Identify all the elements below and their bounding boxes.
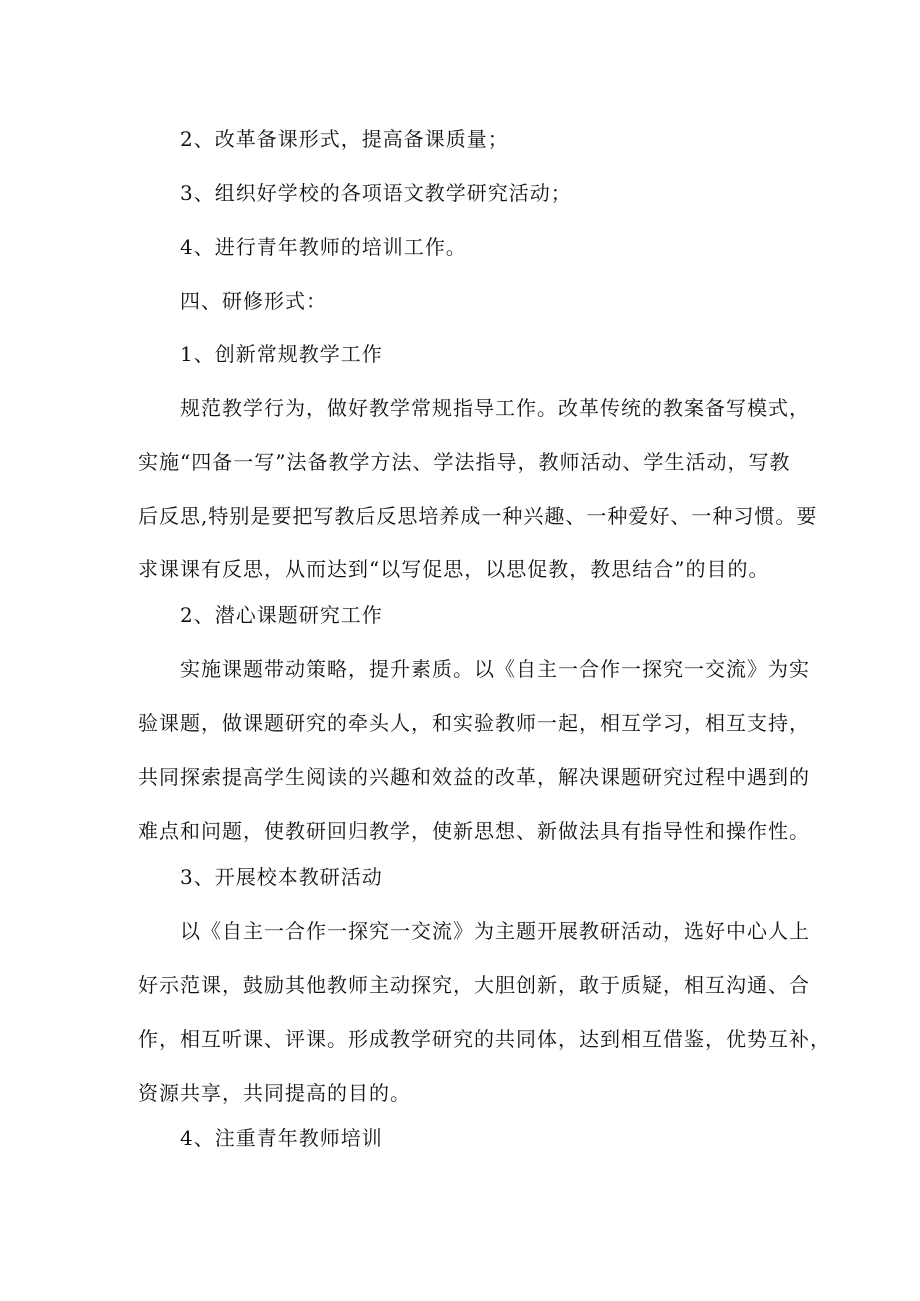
list-item-3: 3、组织好学校的各项语文教学研究活动；: [180, 181, 572, 205]
paragraph-2-line: 验课题，做课题研究的牵头人，和实验教师一起，相互学习，相互支持，: [138, 711, 810, 735]
section-heading-four: 四、研修形式：: [180, 289, 327, 313]
paragraph-3-line: 作，相互听课、评课。形成教学研究的共同体，达到相互借鉴，优势互补，: [138, 1027, 831, 1051]
list-item-2: 2、改革备课形式，提高备课质量；: [180, 127, 509, 151]
paragraph-1-line: 后反思,特别是要把写教后反思培养成一种兴趣、一种爱好、一种习惯。要: [138, 504, 818, 528]
subheading-4: 4、注重青年教师培训: [180, 1126, 383, 1150]
paragraph-3-line: 以《自主一合作一探究一交流》为主题开展教研活动，选好中心人上: [180, 919, 810, 943]
subheading-1: 1、创新常规教学工作: [180, 342, 383, 366]
paragraph-2-line: 实施课题带动策略，提升素质。以《自主一合作一探究一交流》为实: [180, 657, 810, 681]
subheading-2: 2、潜心课题研究工作: [180, 603, 383, 627]
paragraph-1-line: 实施“四备一写”法备教学方法、学法指导，教师活动、学生活动，写教: [138, 450, 791, 474]
list-item-4: 4、进行青年教师的培训工作。: [180, 235, 467, 259]
paragraph-2-line: 共同探索提高学生阅读的兴趣和效益的改革，解决课题研究过程中遇到的: [138, 765, 810, 789]
paragraph-1-line: 求课课有反思，从而达到“以写促思，以思促教，教思结合”的目的。: [138, 557, 770, 581]
subheading-3: 3、开展校本教研活动: [180, 865, 383, 889]
paragraph-3-line: 好示范课，鼓励其他教师主动探究，大胆创新，敢于质疑，相互沟通、合: [138, 973, 810, 997]
paragraph-3-line: 资源共享，共同提高的目的。: [138, 1081, 411, 1105]
paragraph-1-line: 规范教学行为，做好教学常规指导工作。改革传统的教案备写模式，: [180, 396, 810, 420]
paragraph-2-line: 难点和问题，使教研回归教学，使新思想、新做法具有指导性和操作性。: [138, 819, 810, 843]
